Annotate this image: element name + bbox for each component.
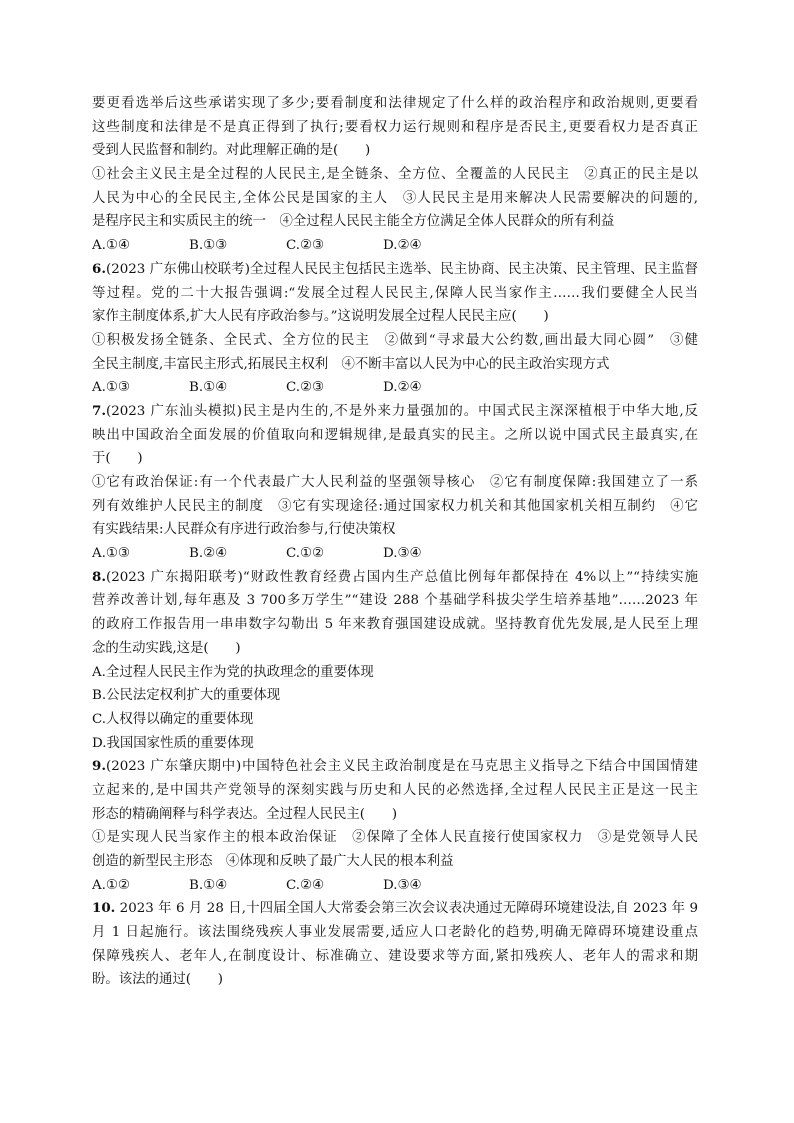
statement-line: 创造的新型民主形态 ④体现和反映了最广大人民的根本利益 — [92, 854, 454, 869]
option-c[interactable]: C.②③ — [286, 238, 325, 254]
question-text-line: 的政府工作报告用一串串数字勾勒出 5 年来教育强国建设成就。坚持教育优先发展,是人民至上理 — [92, 617, 698, 633]
answer-options — [92, 234, 698, 258]
question-text-line: 念的生动实践,这是( ) — [92, 640, 241, 656]
option-d[interactable]: D.③④ — [383, 877, 422, 893]
question-text-line: 这些制度和法律是不是真正得到了执行;要看权力运行规则和程序是否民主,更要看权力是否真正 — [92, 119, 698, 135]
question-number: 9. — [92, 758, 106, 775]
question-number: 6. — [92, 260, 106, 277]
question-text-line — [92, 400, 698, 424]
question-text-line: 形态的精确阐释与科学表达。全过程人民民主( ) — [92, 806, 398, 822]
question-5 — [92, 92, 698, 258]
option-a[interactable]: A.①② — [92, 877, 130, 893]
question-text-line: 家作主制度体系,扩大人民有序政治参与。”这说明发展全过程人民民主应( ) — [92, 309, 549, 325]
question-text-line — [92, 566, 698, 590]
option-d[interactable]: D.②④ — [383, 380, 422, 396]
question-text-line: 受到人民监督和制约。对此理解正确的是( ) — [92, 143, 371, 159]
question-stem: (2023 广东佛山校联考)全过程人民民主包括民主选举、民主协商、民主决策、民主管理、民主监督 — [105, 261, 698, 277]
statement-line: ①社会主义民主是全过程的人民民主,是全链条、全方位、全覆盖的人民民主 ②真正的民主是以 — [92, 167, 698, 183]
question-text-line — [92, 897, 698, 921]
question-stem: 2023 年 6 月 28 日,十四届全国人大常委会第三次会议表决通过无障碍环境建设法,自 2023 年 9 — [115, 901, 698, 917]
answer-options — [92, 542, 698, 566]
question-stem: (2023 广东肇庆期中)中国特色社会主义民主政治制度是在马克思主义指导之下结合中国国情建 — [105, 759, 698, 775]
option-c[interactable]: C.②④ — [286, 877, 325, 893]
question-10 — [92, 897, 698, 992]
choice-b[interactable]: B.公民法定权利扩大的重要体现 — [92, 688, 281, 704]
question-text-line: 立起来的,是中国共产党领导的深刻实践与历史和人民的必然选择,全过程人民民主正是这一民主 — [92, 782, 698, 798]
option-b[interactable]: B.①④ — [189, 380, 228, 396]
question-number: 10. — [92, 900, 116, 917]
answer-options — [92, 376, 698, 400]
statement-line: 是程序民主和实质民主的统一 ④全过程人民民主能全方位满足全体人民群众的所有利益 — [92, 214, 615, 230]
statement-line: 列有效维护人民民主的制度 ③它有实现途径:通过国家权力机关和其他国家机关相互制约 ④它 — [92, 498, 698, 514]
option-a[interactable]: A.①③ — [92, 380, 130, 396]
question-text-line: 月 1 日起施行。该法围绕残疾人事业发展需要,适应人口老龄化的趋势,明确无障碍环境建设重点 — [92, 925, 698, 941]
choice-d[interactable]: D.我国国家性质的重要体现 — [92, 735, 254, 751]
question-8 — [92, 566, 698, 756]
question-9 — [92, 755, 698, 897]
question-number: 8. — [92, 568, 106, 585]
question-text-line: 盼。该法的通过( ) — [92, 972, 223, 988]
choice-c[interactable]: C.人权得以确定的重要体现 — [92, 711, 254, 727]
question-text-line: 于( ) — [92, 451, 143, 467]
option-d[interactable]: D.③④ — [383, 546, 422, 562]
question-text-line — [92, 258, 698, 282]
choice-a[interactable]: A.全过程人民民主作为党的执政理念的重要体现 — [92, 664, 374, 680]
question-text-line: 要更看选举后这些承诺实现了多少;要看制度和法律规定了什么样的政治程序和政治规则,更要看 — [92, 96, 698, 111]
statement-line: 人民为中心的全民民主,全体公民是国家的主人 ③人民民主是用来解决人民需要解决的问题的, — [92, 190, 698, 206]
question-text-line: 等过程。党的二十大报告强调:“发展全过程人民民主,保障人民当家作主……我们要健全人民当 — [92, 285, 698, 301]
statement-line: ①积极发扬全链条、全民式、全方位的民主 ②做到“寻求最大公约数,画出最大同心圆” ③健 — [92, 332, 698, 348]
option-b[interactable]: B.②④ — [189, 546, 228, 562]
question-7 — [92, 400, 698, 566]
statement-line: 全民主制度,丰富民主形式,拓展民主权利 ④不断丰富以人民为中心的民主政治实现方式 — [92, 356, 610, 372]
option-b[interactable]: B.①③ — [189, 238, 228, 254]
statement-line: 有实践结果:人民群众有序进行政治参与,行使决策权 — [92, 522, 396, 538]
answer-options — [92, 874, 698, 898]
question-text-line: 映出中国政治全面发展的价值取向和逻辑规律,是最真实的民主。之所以说中国式民主最真实,在 — [92, 427, 698, 443]
option-a[interactable]: A.①③ — [92, 546, 130, 562]
question-number: 7. — [92, 402, 106, 419]
question-text-line — [92, 755, 698, 779]
option-c[interactable]: C.②③ — [286, 380, 325, 396]
statement-line: ①是实现人民当家作主的根本政治保证 ②保障了全体人民直接行使国家权力 ③是党领导人民 — [92, 830, 698, 846]
option-c[interactable]: C.①② — [286, 546, 325, 562]
option-d[interactable]: D.②④ — [383, 238, 422, 254]
question-text-line: 营养改善计划,每年惠及 3 700多万学生”“建设 288 个基础学科拔尖学生培养基地”……2023 年 — [92, 593, 698, 609]
option-b[interactable]: B.①④ — [189, 877, 228, 893]
question-stem: (2023 广东揭阳联考)“财政性教育经费占国内生产总值比例每年都保持在 4%以上”“持续实施 — [105, 569, 698, 585]
question-6 — [92, 258, 698, 400]
question-text-line: 保障残疾人、老年人,在制度设计、标准确立、建设要求等方面,紧扣残疾人、老年人的需求和期 — [92, 948, 698, 964]
option-a[interactable]: A.①④ — [92, 238, 130, 254]
question-stem: (2023 广东汕头模拟)民主是内生的,不是外来力量强加的。中国式民主深深植根于中华大地,反 — [105, 403, 698, 419]
statement-line: ①它有政治保证:有一个代表最广大人民利益的坚强领导核心 ②它有制度保障:我国建立了一系 — [92, 475, 698, 490]
